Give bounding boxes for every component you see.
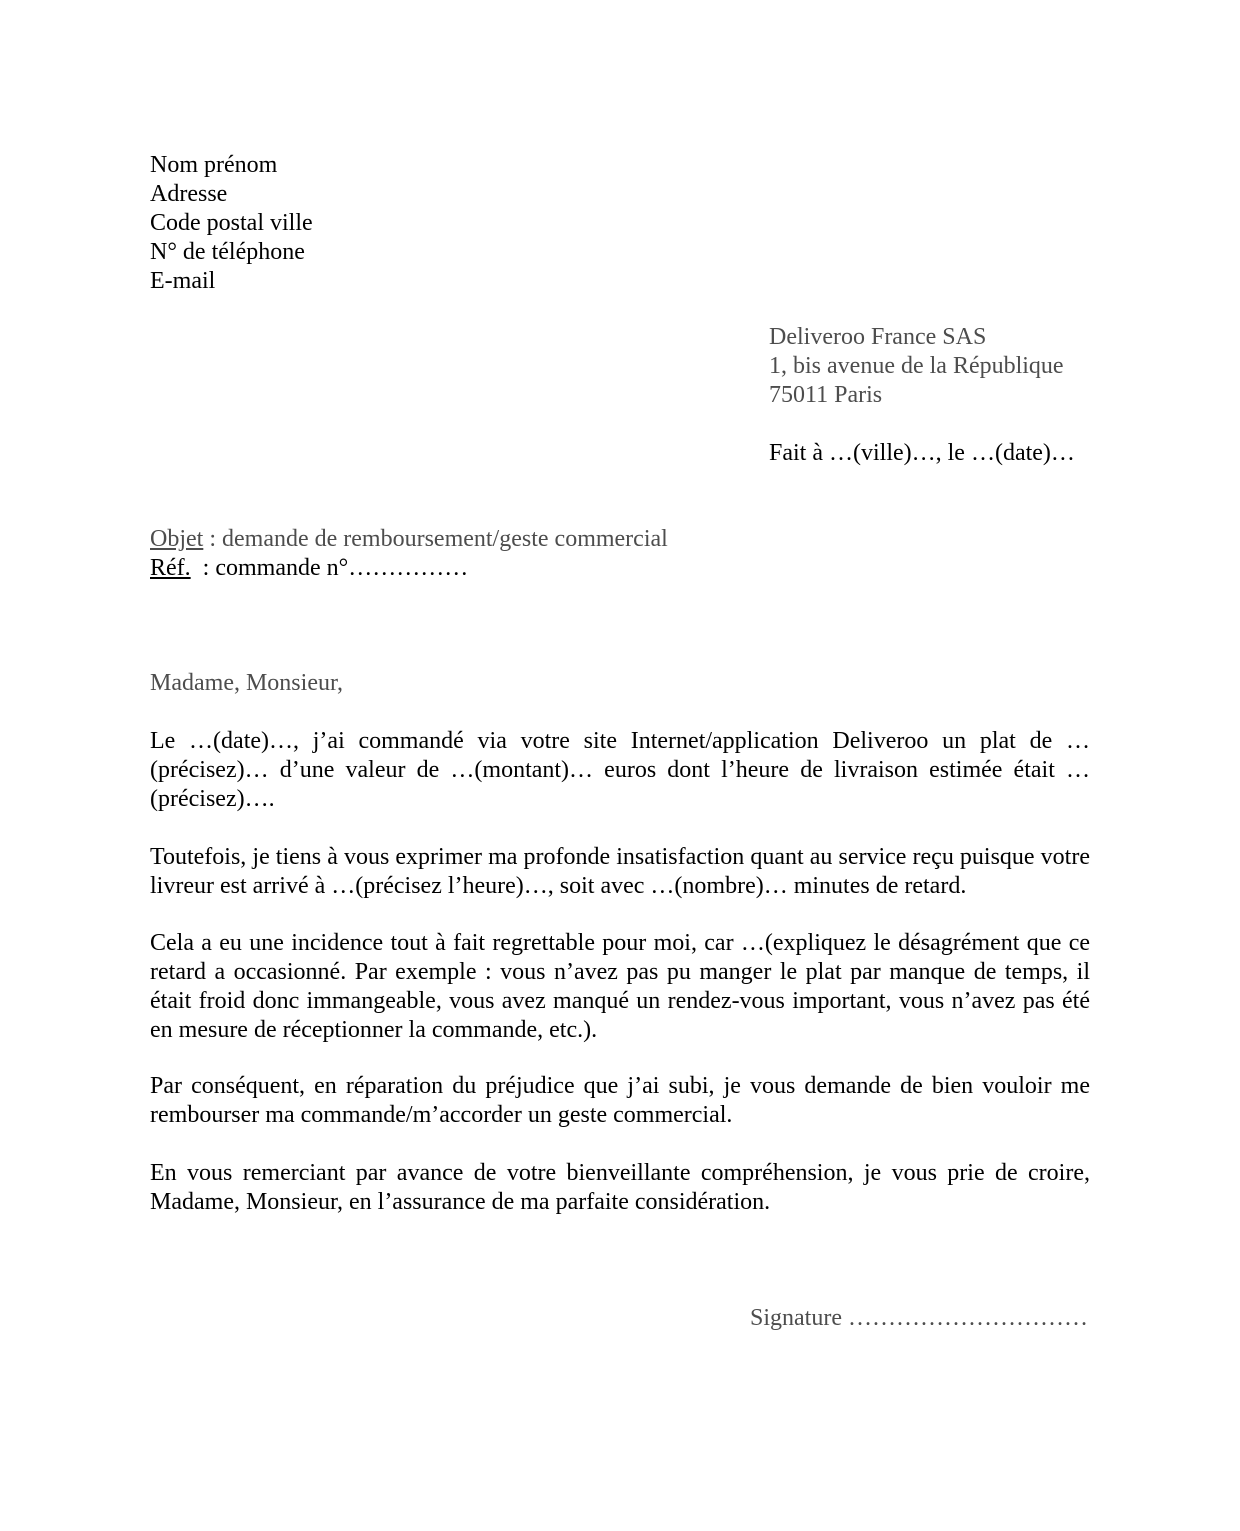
recipient-city: 75011 Paris (769, 382, 883, 408)
sender-name: Nom prénom (150, 152, 278, 178)
sender-postal-city: Code postal ville (150, 210, 313, 236)
recipient-block (769, 323, 1064, 410)
signature-line: Signature ………………………… (750, 1305, 1088, 1331)
ref-text: : commande n°…………… (190, 555, 469, 581)
reference-line (150, 554, 668, 583)
body-paragraph-request: Par conséquent, en réparation du préjudice que j’ai subi, je vous demande de bien vouloir me rembourser ma commande/m’accorder un geste commercial. (150, 1073, 1090, 1128)
sender-address: Adresse (150, 181, 228, 207)
objet-text: : demande de remboursement/geste commercial (203, 526, 668, 552)
body-paragraph-impact: Cela a eu une incidence tout à fait regrettable pour moi, car …(expliquez le désagrément que ce retard a occasionné. Par exemple : vous n’avez pas pu manger le plat par manque de temps, il était froid donc immangeable, vous avez manqué un rendez-vous important, vous n’avez pas été en mesure de réceptionner la commande, etc.). (150, 930, 1090, 1043)
place-date (769, 439, 1075, 468)
recipient-company: Deliveroo France SAS (769, 324, 987, 350)
body-paragraph-closing: En vous remerciant par avance de votre bienveillante compréhension, je vous prie de croire, Madame, Monsieur, en l’assurance de ma parfaite considération. (150, 1160, 1090, 1215)
sender-email: E-mail (150, 268, 216, 294)
body-paragraph-delay: Toutefois, je tiens à vous exprimer ma profonde insatisfaction quant au service reçu puisque votre livreur est arrivé à …(précisez l’heure)…, soit avec …(nombre)… minutes de retard. (150, 844, 1090, 899)
sender-phone: N° de téléphone (150, 239, 305, 265)
objet-label: Objet (150, 526, 204, 552)
salutation (150, 669, 343, 698)
ref-label: Réf. (150, 555, 191, 581)
body-paragraph-order: Le …(date)…, j’ai commandé via votre site Internet/application Deliveroo un plat de …(précisez)… d’une valeur de …(montant)… euros dont l’heure de livraison estimée était …(précisez)…. (150, 728, 1090, 812)
subject-line (150, 525, 668, 554)
subject-block (150, 525, 668, 583)
salutation-text: Madame, Monsieur, (150, 670, 343, 696)
recipient-street: 1, bis avenue de la République (769, 353, 1064, 379)
place-date-text: Fait à …(ville)…, le …(date)… (769, 440, 1075, 466)
sender-block (150, 151, 313, 296)
